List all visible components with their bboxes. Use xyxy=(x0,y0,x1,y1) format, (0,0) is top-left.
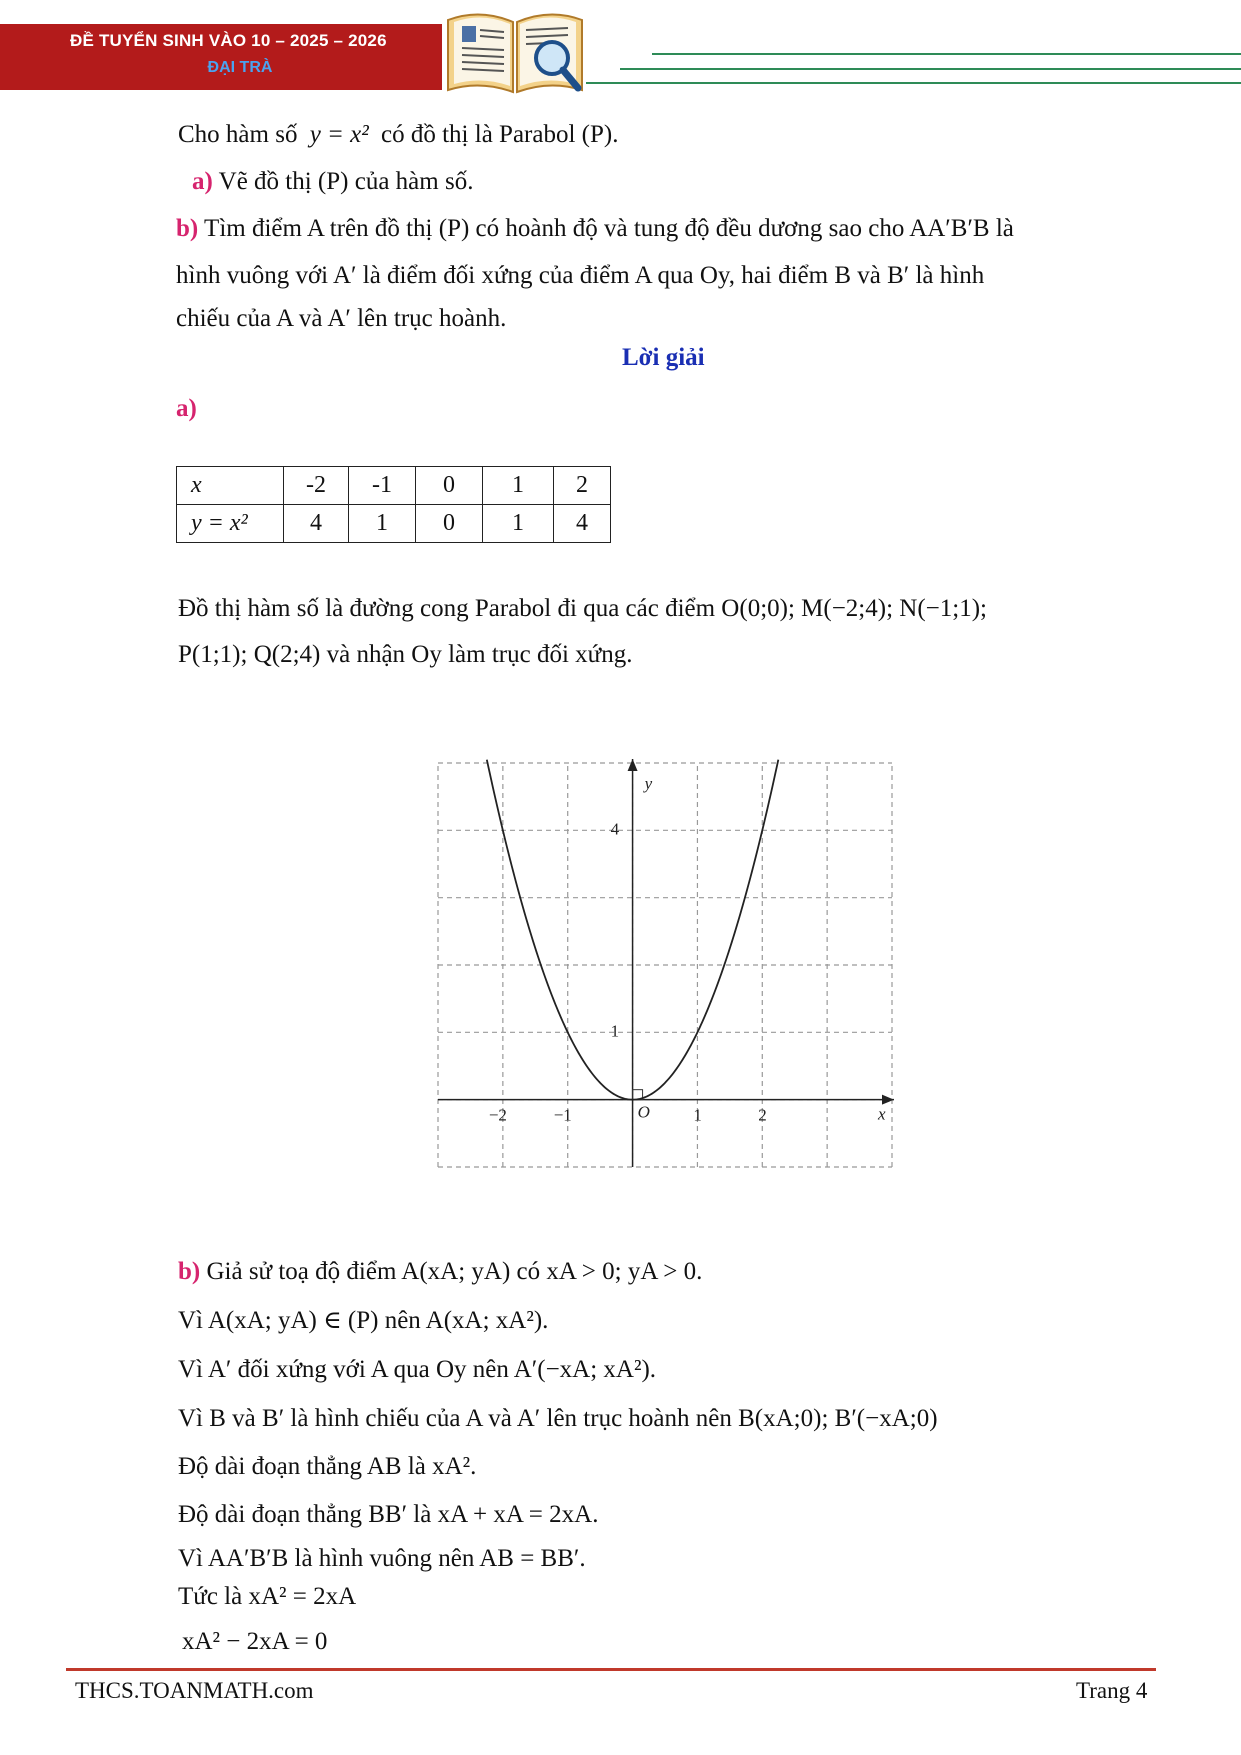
x-tick-label: −2 xyxy=(488,1105,507,1125)
problem-intro: Cho hàm số y = x² có đồ thị là Parabol (P). xyxy=(178,121,619,148)
table-cell: 0 xyxy=(416,505,483,543)
problem-part-b-line1: b) Tìm điểm A trên đồ thị (P) có hoành độ và tung độ đều dương sao cho AA′B′B là xyxy=(176,215,1014,242)
y-axis-label: y xyxy=(644,774,653,793)
y-axis-arrow xyxy=(628,759,638,771)
problem-part-a: a) Vẽ đồ thị (P) của hàm số. xyxy=(192,168,474,195)
table-cell: 1 xyxy=(483,505,554,543)
table-cell: -1 xyxy=(349,467,416,505)
table-row-y-label: y = x² xyxy=(177,505,284,543)
x-tick-label: 2 xyxy=(758,1105,767,1125)
table-cell: 1 xyxy=(483,467,554,505)
solution-b-line6: Độ dài đoạn thẳng BB′ là xA + xA = 2xA. xyxy=(178,1501,599,1528)
value-table xyxy=(176,466,611,543)
solution-b-line1: b) Giả sử toạ độ điểm A(xA; yA) có xA > 0; yA > 0. xyxy=(178,1258,703,1285)
table-cell: 4 xyxy=(284,505,349,543)
table-cell: -2 xyxy=(284,467,349,505)
problem-part-b-line2: hình vuông với A′ là điểm đối xứng của điểm A qua Oy, hai điểm B và B′ là hình xyxy=(176,262,985,289)
solution-b-line7: Vì AA′B′B là hình vuông nên AB = BB′. xyxy=(178,1545,586,1572)
solution-b-line2: Vì A(xA; yA) ∈ (P) nên A(xA; xA²). xyxy=(178,1307,549,1334)
solution-b-line3: Vì A′ đối xứng với A qua Oy nên A′(−xA; xA²). xyxy=(178,1356,657,1383)
solution-b-line5: Độ dài đoạn thẳng AB là xA². xyxy=(178,1453,477,1480)
table-row xyxy=(177,467,611,505)
solution-part-a-label: a) xyxy=(176,395,197,422)
solution-b-line9: xA² − 2xA = 0 xyxy=(182,1628,328,1655)
book-magnifier-icon xyxy=(440,0,590,100)
table-row-x-label: x xyxy=(177,467,284,505)
parabola-graph xyxy=(430,755,900,1175)
header-rule-top xyxy=(652,53,1241,55)
header-subtitle: ĐẠI TRÀ xyxy=(207,59,273,76)
header-rule-mid xyxy=(620,68,1241,70)
y-tick-label: 1 xyxy=(610,1021,620,1041)
origin-label: O xyxy=(637,1102,650,1122)
solution-b-line4: Vì B và B′ là hình chiếu của A và A′ lên trục hoành nên B(xA;0); B′(−xA;0) xyxy=(178,1405,938,1432)
problem-part-b-line3: chiếu của A và A′ lên trục hoành. xyxy=(176,305,507,332)
header-rule-bottom xyxy=(586,82,1241,84)
graph-description-line2: P(1;1); Q(2;4) và nhận Oy làm trục đối xứng. xyxy=(178,641,633,668)
solution-b-line8: Tức là xA² = 2xA xyxy=(178,1583,357,1610)
header-title: ĐỀ TUYỂN SINH VÀO 10 – 2025 – 2026 xyxy=(70,31,387,50)
table-row xyxy=(177,505,611,543)
solution-heading: Lời giải xyxy=(622,344,705,371)
graph-description-line1: Đồ thị hàm số là đường cong Parabol đi qua các điểm O(0;0); M(−2;4); N(−1;1); xyxy=(178,595,987,622)
footer-page-number: Trang 4 xyxy=(1076,1678,1148,1703)
table-cell: 4 xyxy=(554,505,611,543)
table-cell: 0 xyxy=(416,467,483,505)
y-tick-label: 4 xyxy=(610,819,620,839)
x-tick-label: −1 xyxy=(553,1105,572,1125)
table-cell: 2 xyxy=(554,467,611,505)
x-tick-label: 1 xyxy=(693,1105,702,1125)
x-axis-label: x xyxy=(878,1104,886,1124)
footer-site: THCS.TOANMATH.com xyxy=(75,1678,314,1703)
table-cell: 1 xyxy=(349,505,416,543)
footer-rule xyxy=(66,1668,1156,1671)
